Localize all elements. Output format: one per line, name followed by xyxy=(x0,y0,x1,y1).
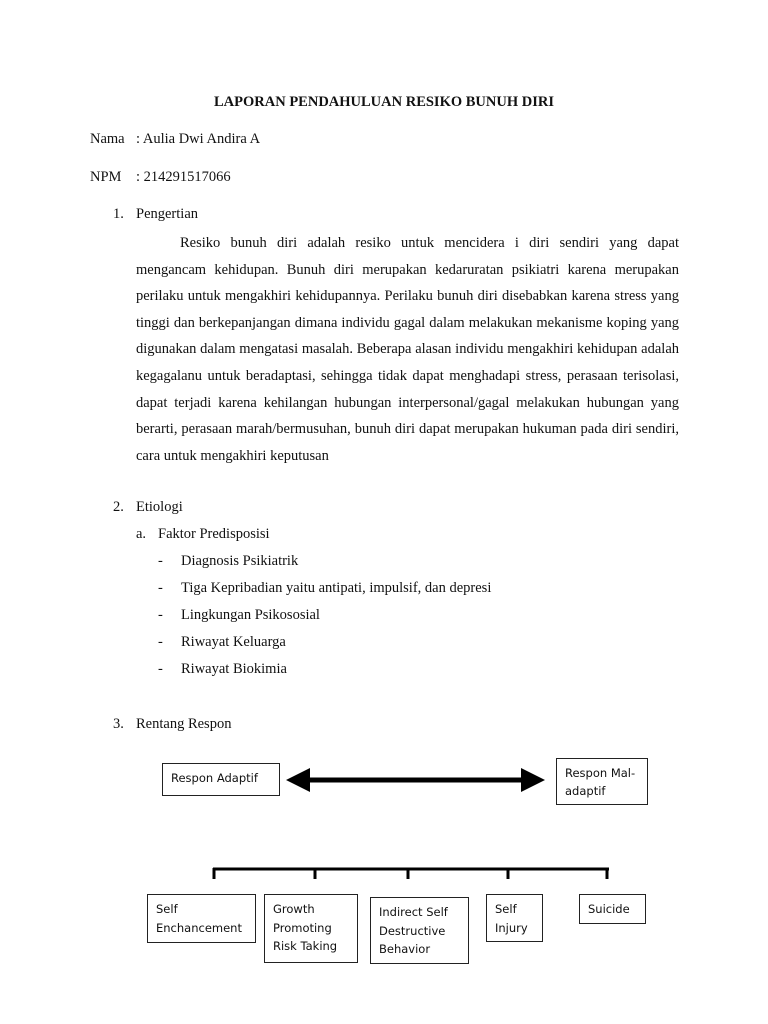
double-arrow-icon xyxy=(286,768,545,792)
bullet-dash: - xyxy=(158,634,163,650)
section3-heading: Rentang Respon xyxy=(136,716,232,732)
bullet-dash: - xyxy=(158,661,163,677)
list-item: Riwayat Biokimia xyxy=(181,661,287,677)
list-item: Diagnosis Psikiatrik xyxy=(181,553,299,569)
self-injury-box: Self Injury xyxy=(486,894,543,942)
npm-value: : 214291517066 xyxy=(136,169,231,185)
suicide-box: Suicide xyxy=(579,894,646,924)
indirect-self-destructive-box: Indirect Self Destructive Behavior xyxy=(370,897,469,964)
section3-number: 3. xyxy=(113,716,124,732)
nama-value: : Aulia Dwi Andira A xyxy=(136,131,261,147)
self-enchancement-box: Self Enchancement xyxy=(147,894,256,943)
respon-maladaptif-box: Respon Mal-adaptif xyxy=(556,758,648,805)
growth-promoting-box: Growth Promoting Risk Taking xyxy=(264,894,358,963)
list-item: Tiga Kepribadian yaitu antipati, impulsif, dan depresi xyxy=(181,580,492,596)
npm-label: NPM xyxy=(90,169,122,185)
bullet-dash: - xyxy=(158,580,163,596)
document-title: LAPORAN PENDAHULUAN RESIKO BUNUH DIRI xyxy=(214,94,554,110)
section1-heading: Pengertian xyxy=(136,206,199,222)
subsection-letter: a. xyxy=(136,526,147,542)
respon-adaptif-box: Respon Adaptif xyxy=(162,763,280,796)
bullet-dash: - xyxy=(158,607,163,623)
list-item: Riwayat Keluarga xyxy=(181,634,286,650)
nama-label: Nama xyxy=(90,131,125,147)
connector-bracket xyxy=(213,868,609,879)
section2-number: 2. xyxy=(113,499,124,515)
section2-heading: Etiologi xyxy=(136,499,183,515)
section1-paragraph: Resiko bunuh diri adalah resiko untuk mencidera i diri sendiri yang dapat mengancam kehidupan. Bunuh diri merupakan kedaruratan psikiatri karena merupakan perilaku untuk mengakhiri kehidupannya. Perilaku bunuh diri disebabkan karena stress yang tinggi dan berkepanjangan dimana individu gagal dalam melakukan mekanisme koping yang digunakan dalam mengatasi masalah. Beberapa alasan individu mengakhiri kehidupan adalah kegagalanu untuk beradaptasi, sehingga tidak dapat menghadapi stress, perasaan terisolasi, dapat terjadi karena kehilangan hubungan interpersonal/gagal melakukan hubungan yang berarti, perasaan marah/bermusuhan, bunuh diri dapat merupakan hukuman pada diri sendiri, cara untuk mengakhiri keputusan xyxy=(136,235,679,464)
section1-number: 1. xyxy=(113,206,124,222)
bullet-dash: - xyxy=(158,553,163,569)
subsection-heading: Faktor Predisposisi xyxy=(158,526,270,542)
list-item: Lingkungan Psikososial xyxy=(181,607,320,623)
